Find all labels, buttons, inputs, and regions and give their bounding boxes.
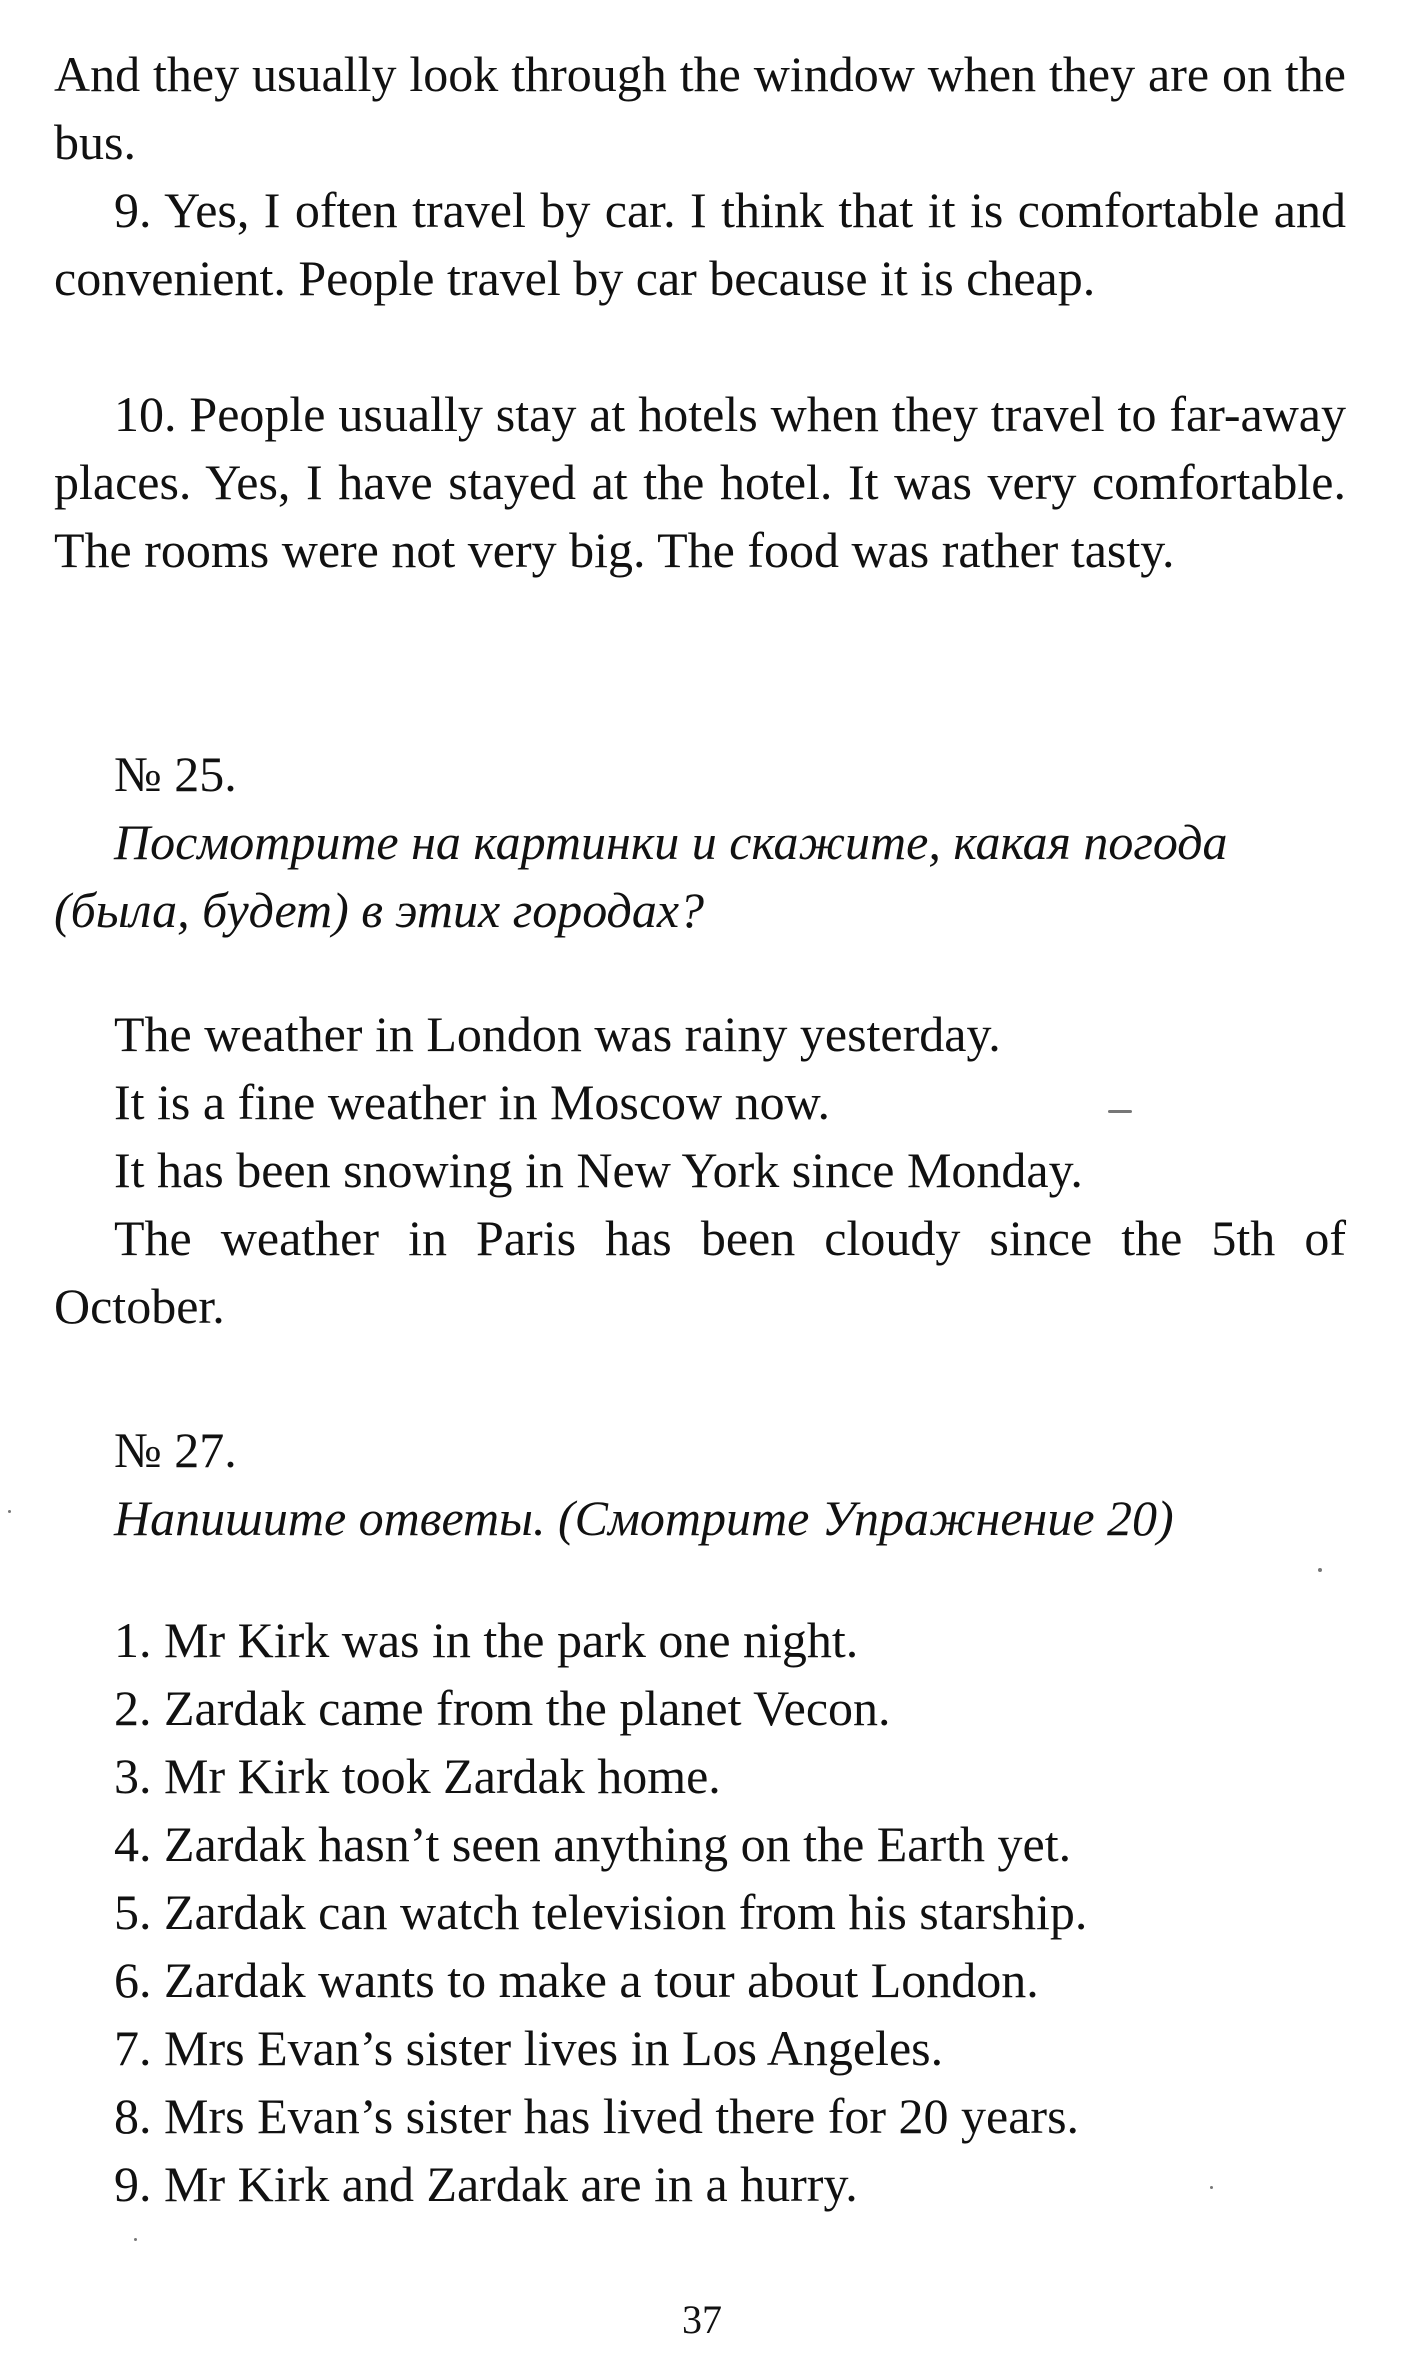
exercise-27-answer: 9. Mr Kirk and Zardak are in a hurry. (114, 2156, 858, 2212)
scan-speck (134, 2238, 137, 2241)
page-number: 37 (682, 2297, 722, 2342)
exercise-27-answer: 5. Zardak can watch television from his starship. (114, 1884, 1088, 1940)
exercise-25-answer: It has been snowing in New York since Monday. (114, 1142, 1083, 1198)
exercise-27-number: № 27. (114, 1422, 237, 1478)
exercise-27-answer: 6. Zardak wants to make a tour about London. (114, 1952, 1039, 2008)
scan-speck (8, 1510, 11, 1513)
exercise-25-answer: It is a fine weather in Moscow now. (114, 1074, 831, 1130)
exercise-27-answer: 2. Zardak came from the planet Vecon. (114, 1680, 891, 1736)
paragraph-continuation: And they usually look through the window when they are on the bus. (54, 46, 1346, 170)
scan-speck (1210, 2186, 1213, 2189)
exercise-25-instruction-line2: (была, будет) в этих городах? (54, 882, 705, 938)
exercise-27-instruction: Напишите ответы. (Смотрите Упражнение 20) (114, 1490, 1174, 1546)
exercise-27-answer: 4. Zardak hasn’t seen anything on the Earth yet. (114, 1816, 1072, 1872)
exercise-27-answer: 8. Mrs Evan’s sister has lived there for 20 years. (114, 2088, 1080, 2144)
scan-speck (1108, 1110, 1132, 1113)
exercise-25-instruction-line1: Посмотрите на картинки и скажите, какая погода (114, 814, 1228, 870)
exercise-27-answer: 3. Mr Kirk took Zardak home. (114, 1748, 721, 1804)
exercise-25-answer: The weather in London was rainy yesterday. (114, 1006, 1001, 1062)
paragraph-answer-9: 9. Yes, I often travel by car. I think that it is comfortable and convenient. People travel by car because it is cheap. (54, 182, 1346, 306)
scan-speck (1318, 1568, 1322, 1572)
exercise-27-answer: 7. Mrs Evan’s sister lives in Los Angeles. (114, 2020, 944, 2076)
paragraph-answer-10: 10. People usually stay at hotels when they travel to far-away places. Yes, I have stayed at the hotel. It was very comfortable. The rooms were not very big. The food was rather tasty. (54, 386, 1346, 578)
exercise-25-number: № 25. (114, 746, 237, 802)
exercise-27-answer: 1. Mr Kirk was in the park one night. (114, 1612, 859, 1668)
exercise-25-answer: The weather in Paris has been cloudy since the 5th of October. (54, 1210, 1346, 1334)
